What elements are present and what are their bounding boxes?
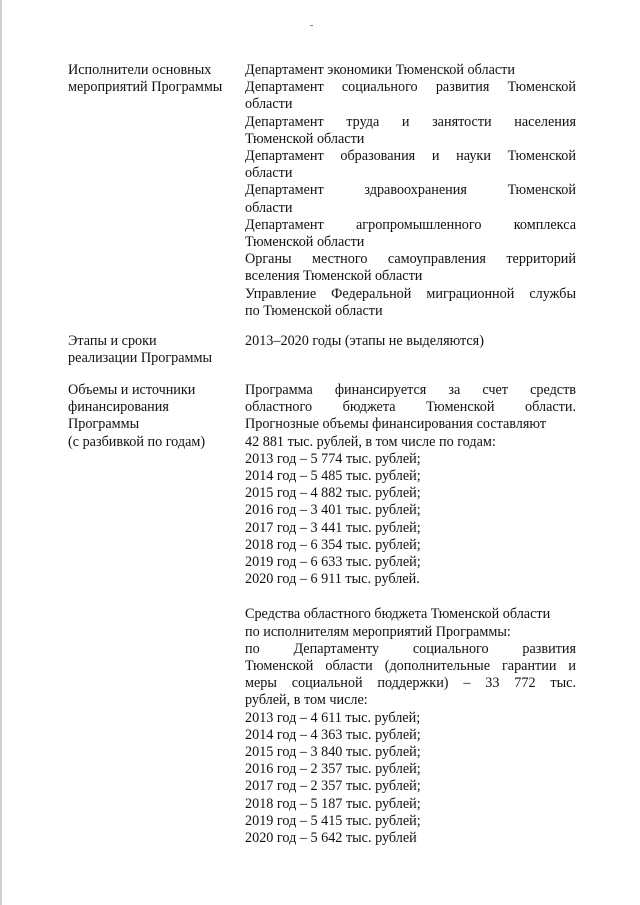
content-line: 2013 год – 4 611 тыс. рублей; xyxy=(245,709,421,726)
content-line: 2013 год – 5 774 тыс. рублей; xyxy=(245,450,421,467)
content-line: области xyxy=(245,199,293,216)
content-line: Департамент экономики Тюменской области xyxy=(245,62,515,78)
row-label-line: Исполнители основных xyxy=(68,62,212,78)
content-line: 2016 год – 2 357 тыс. рублей; xyxy=(245,761,421,778)
paragraph-gap xyxy=(245,588,576,606)
row-label-line: реализации Программы xyxy=(68,350,213,367)
content-line: по Тюменской области xyxy=(245,302,383,319)
content-line: Департамент труда и занятости населения xyxy=(245,113,576,130)
row-label-line: Объемы и источники xyxy=(68,382,196,398)
content-line: Департамент образования и науки Тюменской xyxy=(245,148,576,165)
content-line: Тюменской области xyxy=(245,234,365,251)
row-label xyxy=(68,333,240,367)
content-line: областного бюджета Тюменской области. xyxy=(245,399,576,416)
content-line: Департамент социального развития Тюменской xyxy=(245,79,576,96)
content-line: 2017 год – 3 441 тыс. рублей; xyxy=(245,519,421,536)
content-line: вселения Тюменской области xyxy=(245,268,423,285)
content-line: Прогнозные объемы финансирования составляют xyxy=(245,416,547,433)
content-line: меры социальной поддержки) – 33 772 тыс. xyxy=(245,675,576,692)
content-line: Департамент здравоохранения Тюменской xyxy=(245,182,576,199)
content-line: 2019 год – 5 415 тыс. рублей; xyxy=(245,812,421,829)
content-line: 2016 год – 3 401 тыс. рублей; xyxy=(245,502,421,519)
content-line: 2014 год – 5 485 тыс. рублей; xyxy=(245,468,421,485)
content-line: Органы местного самоуправления территорий xyxy=(245,251,576,268)
row-label-line: Этапы и сроки xyxy=(68,333,157,349)
row-label-line: мероприятий Программы xyxy=(68,79,223,96)
row-content xyxy=(245,382,576,847)
content-line: 2015 год – 4 882 тыс. рублей; xyxy=(245,485,421,502)
content-line: Тюменской области xyxy=(245,130,365,147)
content-line: области xyxy=(245,165,293,182)
content-line: Департамент агропромышленного комплекса xyxy=(245,216,576,233)
content-line: 2013–2020 годы (этапы не выделяются) xyxy=(245,333,484,349)
content-line: 2017 год – 2 357 тыс. рублей; xyxy=(245,778,421,795)
content-line: по исполнителям мероприятий Программы: xyxy=(245,623,511,640)
header-mark: - xyxy=(310,20,314,31)
content-line: 2014 год – 4 363 тыс. рублей; xyxy=(245,726,421,743)
row-label xyxy=(68,382,240,451)
content-line: Тюменской области (дополнительные гарантии и xyxy=(245,658,576,675)
content-line: Управление Федеральной миграционной службы xyxy=(245,285,576,302)
content-line: по Департаменту социального развития xyxy=(245,640,576,657)
content-line: 2015 год – 3 840 тыс. рублей; xyxy=(245,744,421,761)
content-line: рублей, в том числе: xyxy=(245,692,368,709)
content-line: 2020 год – 5 642 тыс. рублей xyxy=(245,830,417,847)
scan-edge xyxy=(0,0,2,905)
content-line: Программа финансируется за счет средств xyxy=(245,382,576,398)
content-line: 42 881 тыс. рублей, в том числе по годам: xyxy=(245,433,496,450)
content-line: 2018 год – 6 354 тыс. рублей; xyxy=(245,536,421,553)
row-label xyxy=(68,62,240,96)
row-label-line: финансирования xyxy=(68,399,169,416)
row-content xyxy=(245,62,576,320)
content-line: 2018 год – 5 187 тыс. рублей; xyxy=(245,795,421,812)
row-label-line: (с разбивкой по годам) xyxy=(68,433,206,450)
content-line: Средства областного бюджета Тюменской области xyxy=(245,606,551,623)
row-content xyxy=(245,333,576,350)
content-line: области xyxy=(245,96,293,113)
content-line: 2020 год – 6 911 тыс. рублей. xyxy=(245,571,420,588)
content-line: 2019 год – 6 633 тыс. рублей; xyxy=(245,554,421,571)
row-label-line: Программы xyxy=(68,416,140,433)
